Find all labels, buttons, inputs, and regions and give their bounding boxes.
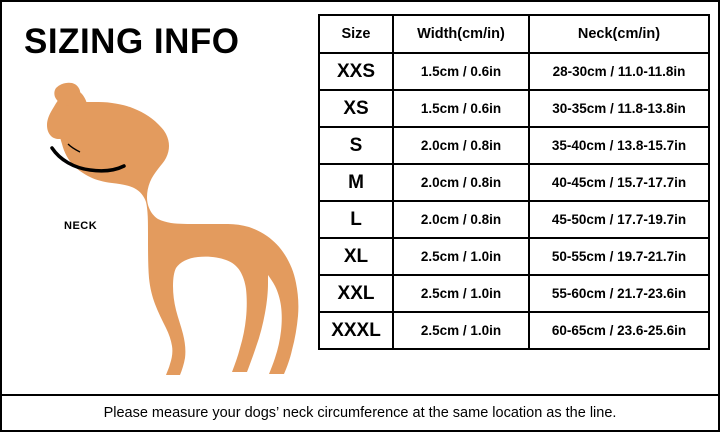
cell-neck: 30-35cm / 11.8-13.8in (529, 90, 709, 127)
cell-neck: 50-55cm / 19.7-21.7in (529, 238, 709, 275)
cell-size: XS (319, 90, 393, 127)
cell-neck: 35-40cm / 13.8-15.7in (529, 127, 709, 164)
table-row (319, 201, 709, 238)
footer-note: Please measure your dogs’ neck circumference at the same location as the line. (103, 405, 617, 421)
cell-size: XXXL (319, 312, 393, 349)
cell-width: 2.0cm / 0.8in (393, 201, 529, 238)
dog-silhouette-icon (16, 82, 306, 382)
table-row (319, 53, 709, 90)
size-chart-table (318, 14, 710, 350)
neck-label: NECK (64, 220, 98, 232)
cell-size: XL (319, 238, 393, 275)
cell-size: M (319, 164, 393, 201)
cell-neck: 60-65cm / 23.6-25.6in (529, 312, 709, 349)
cell-size: S (319, 127, 393, 164)
cell-size: L (319, 201, 393, 238)
cell-neck: 45-50cm / 17.7-19.7in (529, 201, 709, 238)
cell-width: 1.5cm / 0.6in (393, 90, 529, 127)
table-row (319, 90, 709, 127)
column-header-neck: Neck(cm/in) (529, 15, 709, 53)
cell-neck: 55-60cm / 21.7-23.6in (529, 275, 709, 312)
cell-size: XXL (319, 275, 393, 312)
table-header-row (319, 15, 709, 53)
left-panel (2, 2, 314, 394)
cell-width: 2.5cm / 1.0in (393, 312, 529, 349)
cell-neck: 40-45cm / 15.7-17.7in (529, 164, 709, 201)
table-row (319, 127, 709, 164)
dog-illustration (16, 82, 306, 382)
page-title: SIZING INFO (24, 22, 240, 61)
cell-width: 2.0cm / 0.8in (393, 164, 529, 201)
cell-width: 1.5cm / 0.6in (393, 53, 529, 90)
cell-width: 2.5cm / 1.0in (393, 275, 529, 312)
table-row (319, 164, 709, 201)
column-header-width: Width(cm/in) (393, 15, 529, 53)
table-row (319, 275, 709, 312)
cell-neck: 28-30cm / 11.0-11.8in (529, 53, 709, 90)
table-row (319, 238, 709, 275)
column-header-size: Size (319, 15, 393, 53)
table-row (319, 312, 709, 349)
cell-width: 2.5cm / 1.0in (393, 238, 529, 275)
cell-width: 2.0cm / 0.8in (393, 127, 529, 164)
cell-size: XXS (319, 53, 393, 90)
